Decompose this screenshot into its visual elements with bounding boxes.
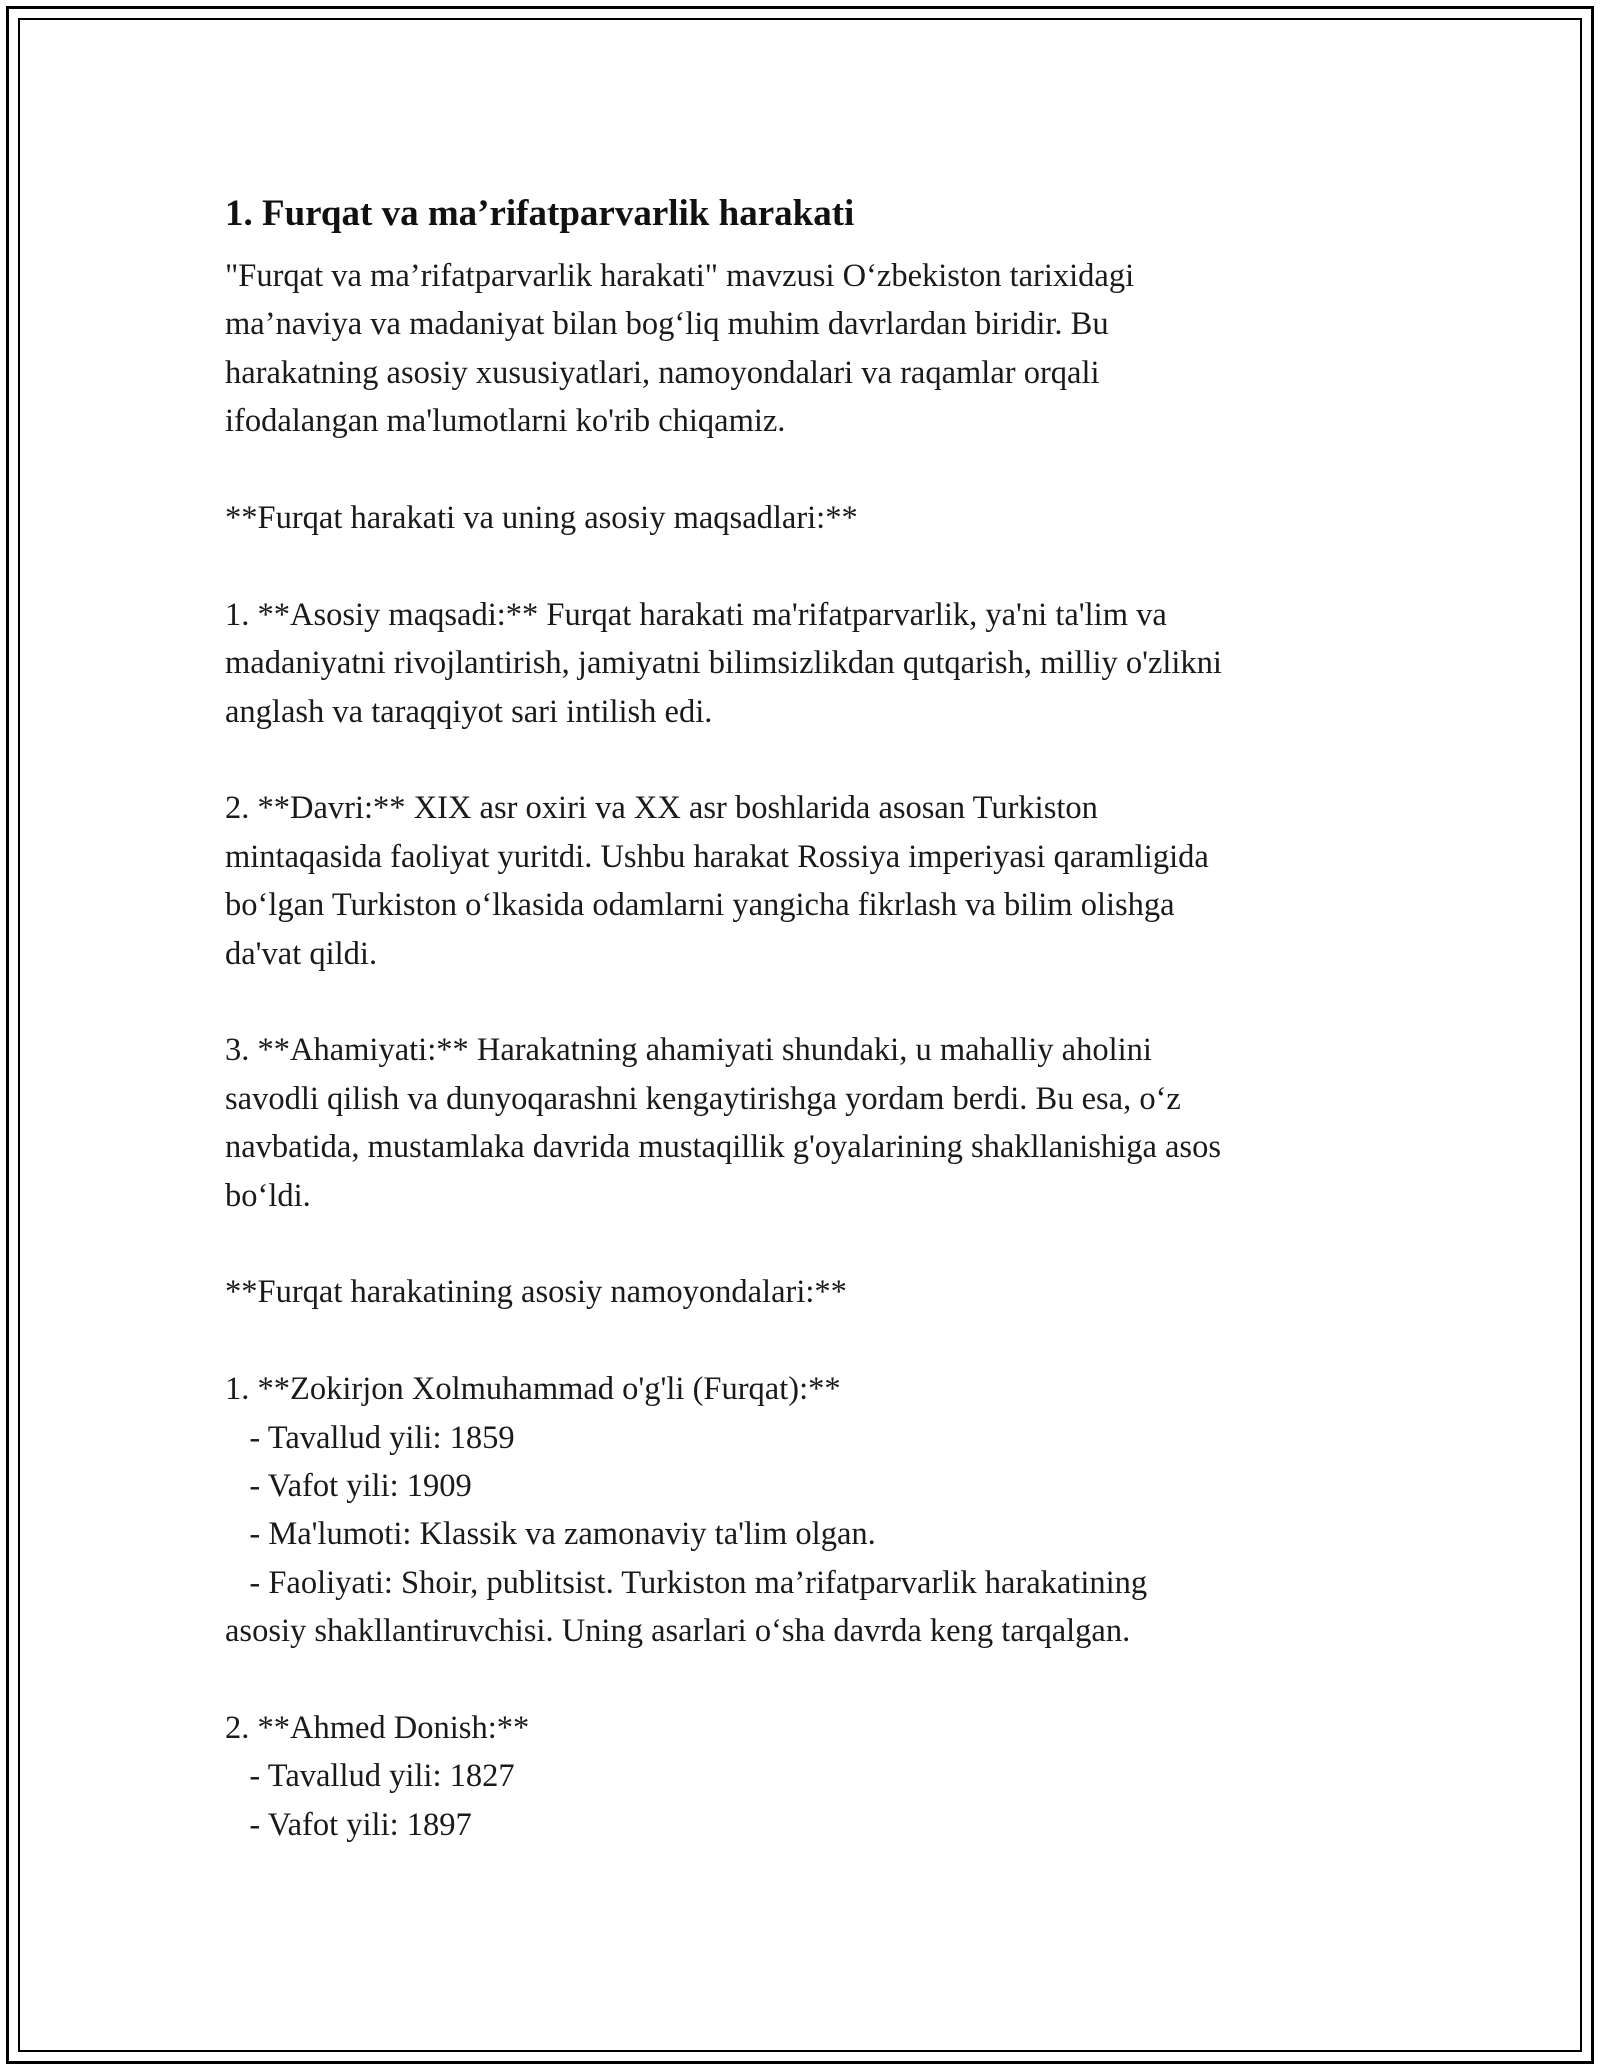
text-line: 1. **Asosiy maqsadi:** Furqat harakati ma'rifatparvarlik, ya'ni ta'lim va — [225, 596, 1167, 633]
section-heading: 1. Furqat va ma’rifatparvarlik harakati — [225, 193, 855, 234]
representatives-subheading — [225, 1268, 1385, 1316]
goals-subheading — [225, 494, 1385, 542]
text-line: 3. **Ahamiyati:** Harakatning ahamiyati shundaki, u mahalliy aholini — [225, 1032, 1152, 1069]
text-line: anglash va taraqqiyot sari intilish edi. — [225, 693, 713, 730]
text-line: madaniyatni rivojlantirish, jamiyatni bilimsizlikdan qutqarish, milliy o'zlikni — [225, 645, 1222, 682]
text-line: mintaqasida faoliyat yuritdi. Ushbu harakat Rossiya imperiyasi qaramligida — [225, 838, 1209, 875]
goal-item-1 — [225, 591, 1385, 736]
text-line: ma’naviya va madaniyat bilan bog‘liq muhim davrlardan biridir. Bu — [225, 306, 1109, 343]
text-line: **Furqat harakatining asosiy namoyondalari:** — [225, 1274, 847, 1311]
text-line: ifodalangan ma'lumotlarni ko'rib chiqamiz. — [225, 403, 786, 440]
text-line: savodli qilish va dunyoqarashni kengaytirishga yordam berdi. Bu esa, o‘z — [225, 1080, 1181, 1117]
text-line: da'vat qildi. — [225, 935, 378, 972]
text-line: navbatida, mustamlaka davrida mustaqillik g'oyalarining shakllanishiga asos — [225, 1129, 1221, 1166]
text-line: - Faoliyati: Shoir, publitsist. Turkiston ma’rifatparvarlik harakatining — [225, 1564, 1148, 1601]
representative-item-1 — [225, 1365, 1385, 1655]
goal-item-2 — [225, 784, 1385, 978]
text-line: **Furqat harakati va uning asosiy maqsadlari:** — [225, 500, 858, 537]
document-body — [225, 190, 1385, 1898]
text-line: 2. **Ahmed Donish:** — [225, 1710, 530, 1747]
representative-item-2 — [225, 1704, 1385, 1849]
intro-paragraph — [225, 252, 1385, 446]
text-line: bo‘lgan Turkiston o‘lkasida odamlarni yangicha fikrlash va bilim olishga — [225, 887, 1175, 924]
text-line: - Ma'lumoti: Klassik va zamonaviy ta'lim olgan. — [225, 1516, 876, 1553]
text-line: "Furqat va ma’rifatparvarlik harakati" mavzusi O‘zbekiston tarixidagi — [225, 258, 1135, 294]
text-line: 2. **Davri:** XIX asr oxiri va XX asr boshlarida asosan Turkiston — [225, 790, 1098, 827]
text-line: - Vafot yili: 1909 — [225, 1468, 472, 1505]
text-line: - Vafot yili: 1897 — [225, 1806, 472, 1843]
text-line: - Tavallud yili: 1859 — [225, 1419, 515, 1456]
text-line: - Tavallud yili: 1827 — [225, 1758, 515, 1795]
text-line: bo‘ldi. — [225, 1177, 311, 1214]
goal-item-3 — [225, 1026, 1385, 1220]
text-line: 1. **Zokirjon Xolmuhammad o'g'li (Furqat):** — [225, 1371, 841, 1408]
text-line: asosiy shakllantiruvchisi. Uning asarlari o‘sha davrda keng tarqalgan. — [225, 1613, 1131, 1650]
text-line: harakatning asosiy xususiyatlari, namoyondalari va raqamlar orqali — [225, 354, 1100, 391]
